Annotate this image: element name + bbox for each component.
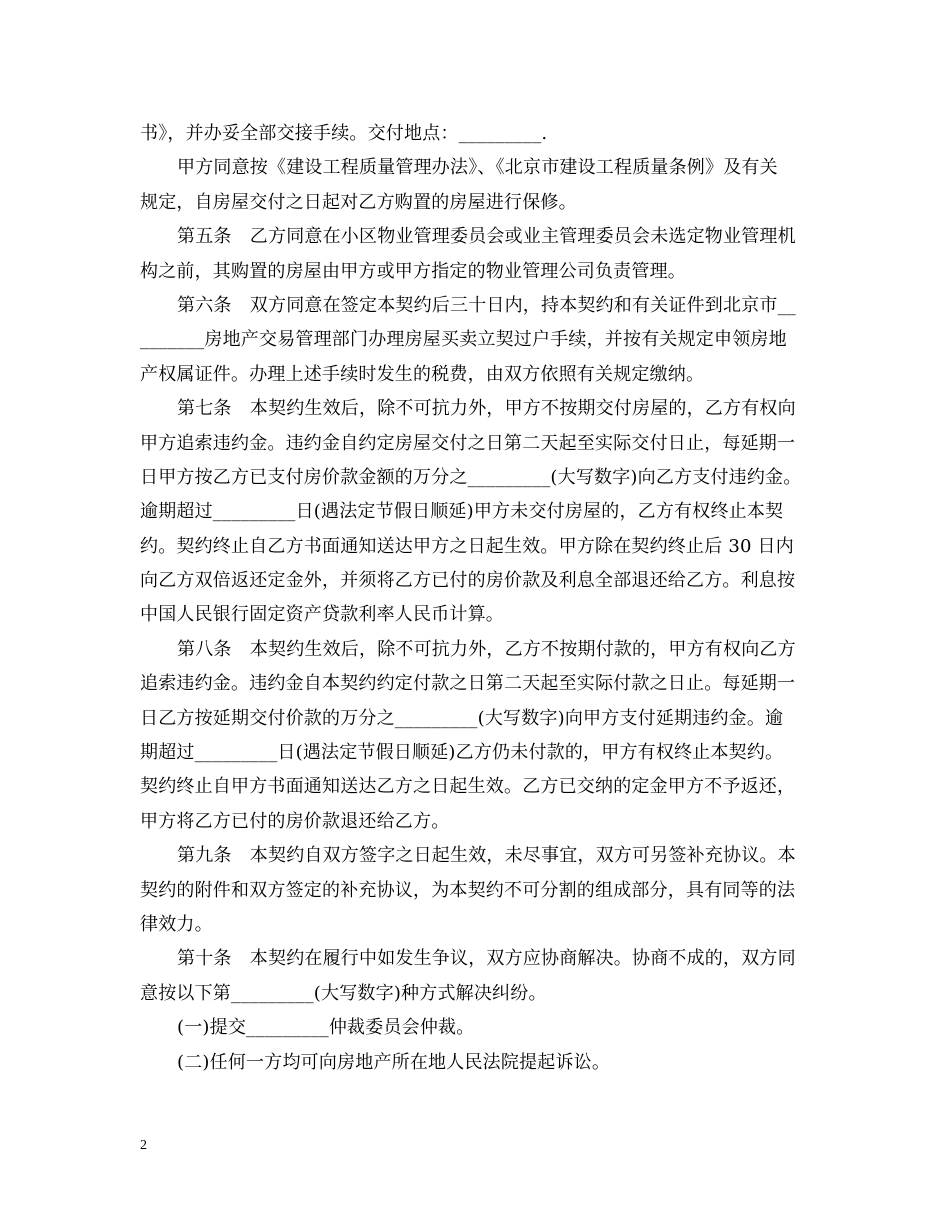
text-line: 中国人民银行固定资产贷款利率人民币计算。 [140, 604, 504, 626]
article-7-line: 第七条 本契约生效后，除不可抗力外，甲方不按期交付房屋的，乙方有权向 [177, 398, 796, 420]
text-line: 向乙方双倍返还定金外，并须将乙方已付的房价款及利息全部退还给乙方。利息按 [140, 570, 796, 592]
text-line: 甲方将乙方已付的房价款退还给乙方。 [140, 810, 450, 832]
text-line: 契约的附件和双方签定的补充协议，为本契约不可分割的组成部分，具有同等的法 [140, 879, 796, 901]
text-line: 契约终止自甲方书面通知送达乙方之日起生效。乙方已交纳的定金甲方不予返还， [140, 776, 796, 798]
option-2-line: (二)任何一方均可向房地产所在地人民法院提起诉讼。 [177, 1051, 611, 1073]
text-line: _______房地产交易管理部门办理房屋买卖立契过户手续，并按有关规定申领房地 [140, 329, 787, 351]
option-1-line: (一)提交_________仲裁委员会仲裁。 [177, 1017, 475, 1039]
article-10-line: 第十条 本契约在履行中如发生争议，双方应协商解决。协商不成的，双方同 [177, 948, 796, 970]
text-line: 构之前，其购置的房屋由甲方或甲方指定的物业管理公司负责管理。 [140, 260, 686, 282]
text-line: 追索违约金。违约金自本契约约定付款之日第二天起至实际付款之日止。每延期一 [140, 673, 796, 695]
text-line: 书》，并办妥全部交接手续。交付地点：_________. [140, 123, 548, 144]
article-6-line: 第六条 双方同意在签定本契约后三十日内，持本契约和有关证件到北京市__ [177, 294, 796, 316]
text-line: 日乙方按延期交付价款的万分之_________(大写数字)向甲方支付延期违约金。逾 [140, 707, 784, 729]
text-line: 约。契约终止自乙方书面通知送达甲方之日起生效。甲方除在契约终止后 30 日内 [140, 535, 794, 557]
text-line: 律效力。 [140, 913, 213, 935]
document-body [140, 117, 812, 1080]
text-line: 规定，自房屋交付之日起对乙方购置的房屋进行保修。 [140, 191, 577, 213]
text-line: 期超过_________日(遇法定节假日顺延)乙方仍未付款的，甲方有权终止本契约。 [140, 742, 784, 764]
text-line: 甲方追索违约金。违约金自约定房屋交付之日第二天起至实际交付日止，每延期一 [140, 432, 796, 454]
page-number: 2 [140, 1138, 147, 1153]
text-line: 产权属证件。办理上述手续时发生的税费，由双方依照有关规定缴纳。 [140, 363, 705, 385]
article-8-line: 第八条 本契约生效后，除不可抗力外，乙方不按期付款的，甲方有权向乙方 [177, 638, 796, 660]
article-9-line: 第九条 本契约自双方签字之日起生效，未尽事宜，双方可另签补充协议。本 [177, 845, 796, 867]
text-line: 日甲方按乙方已支付房价款金额的万分之_________(大写数字)向乙方支付违约金。 [140, 466, 802, 488]
text-line: 逾期超过_________日(遇法定节假日顺延)甲方未交付房屋的，乙方有权终止本契 [140, 501, 784, 523]
text-line: 意按以下第_________(大写数字)种方式解决纠纷。 [140, 982, 547, 1004]
text-line: 甲方同意按《建设工程质量管理办法》、《北京市建设工程质量条例》及有关 [177, 157, 778, 179]
article-5-line: 第五条 乙方同意在小区物业管理委员会或业主管理委员会未选定物业管理机 [177, 226, 796, 248]
